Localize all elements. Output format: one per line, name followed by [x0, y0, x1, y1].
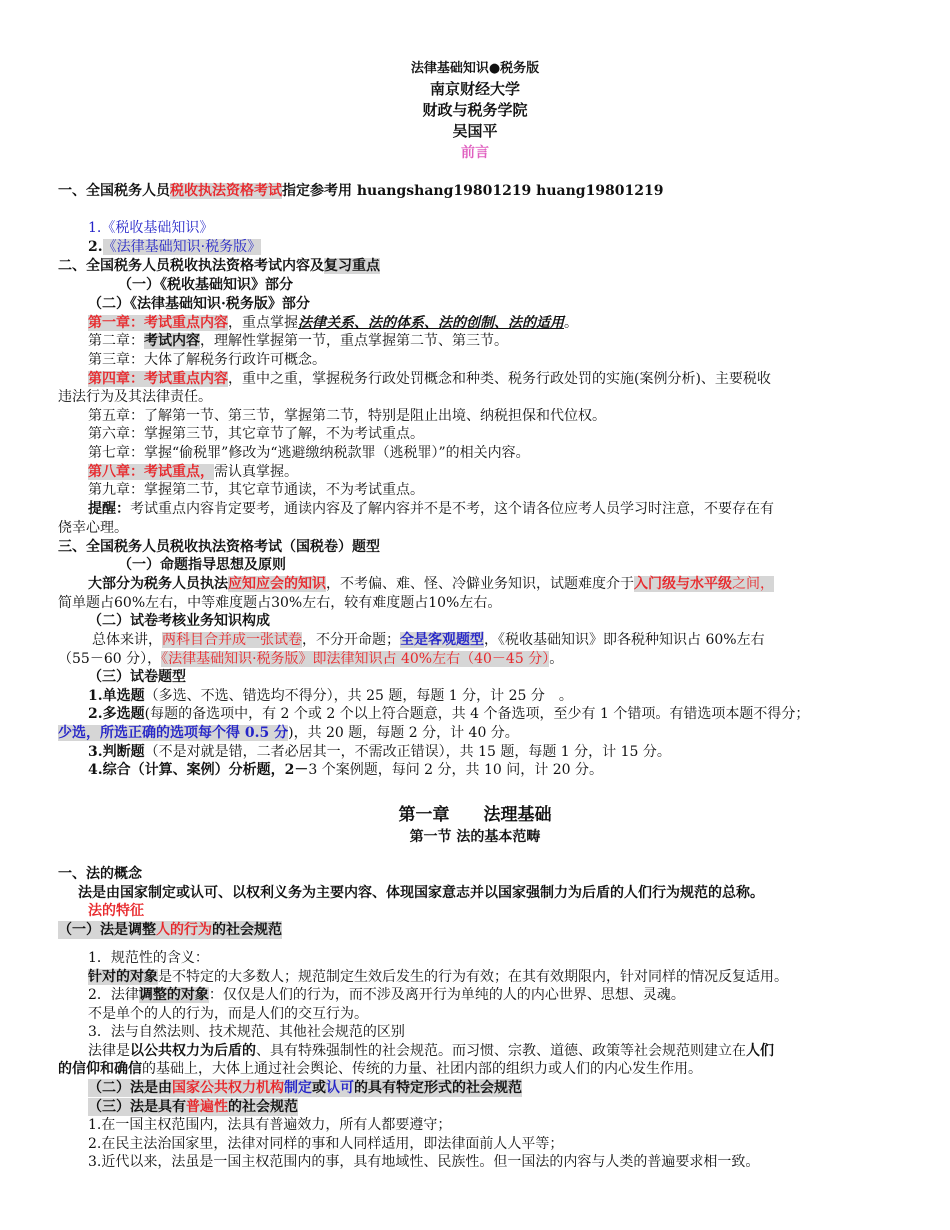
concept-heading: 一、法的概念 [58, 866, 142, 882]
feature-1-heading: （一）法是调整人的行为的社会规范 [58, 922, 282, 938]
feature-2-heading: （二）法是由国家公共权力机构制定或认可的具有特定形式的社会规范 [88, 1080, 522, 1096]
universality-2: 2.在民主法治国家里，法律对同样的事和人同样适用，即法律面前人人平等； [88, 1136, 564, 1152]
chapter-title: 第一章 法理基础 [398, 805, 552, 825]
chapter-7-note: 第七章：掌握“偷税罪”修改为“逃避缴纳税款罪（逃税罪）”的相关内容。 [88, 445, 530, 461]
chapter-4-note-cont: 违法行为及其法律责任。 [58, 389, 212, 405]
college-name: 财政与税务学院 [422, 101, 528, 119]
chapter-6-note: 第六章：掌握第三节，其它章节了解，不为考试重点。 [88, 426, 424, 442]
section-2-heading: 二、全国税务人员税收执法资格考试内容及复习重点 [58, 258, 380, 274]
chapter-3-note: 第三章：大体了解税务行政许可概念。 [88, 352, 326, 368]
section-3-sub1: （一）命题指导思想及原则 [118, 557, 286, 573]
question-type-4: 4.综合（计算、案例）分析题，2－3 个案例题，每问 2 分，共 10 问，计 20 分。 [88, 762, 603, 778]
note-3a: 法律是以公共权力为后盾的、具有特殊强制性的社会规范。而习惯、宗教、道德、政策等社会规范则建立在人们 [88, 1043, 774, 1059]
question-type-3: 3.判断题（不是对就是错，二者必居其一，不需改正错误），共 15 题，每题 1 分，计 15 分。 [88, 744, 671, 760]
question-type-2-cont: 少选，所选正确的选项每个得 0.5 分)，共 20 题，每题 2 分，计 40 分。 [58, 725, 519, 741]
book-2: 2.《法律基础知识·税务版》 [88, 239, 262, 255]
section-title: 第一节 法的基本范畴 [409, 829, 541, 845]
universality-3: 3.近代以来，法虽是一国主权范围内的事，具有地域性、民族性。但一国法的内容与人类的普遍要求相一致。 [88, 1154, 760, 1170]
section-3-sub2: （二）试卷考核业务知识构成 [88, 613, 270, 629]
chapter-8-note: 第八章：考试重点，需认真掌握。 [88, 464, 298, 480]
section-2-sub2: （二）《法律基础知识·税务版》部分 [88, 296, 310, 312]
note-2-cont: 不是单个的人的行为，而是人们的交互行为。 [88, 1006, 368, 1022]
principle-para-cont: 简单题占60%左右，中等难度题占30%左右，较有难度题占10%左右。 [58, 595, 502, 611]
chapter-4-note: 第四章：考试重点内容，重中之重，掌握税务行政处罚概念和种类、税务行政处罚的实施(案例分析)、主要税收 [88, 371, 771, 387]
chapter-2-note: 第二章：考试内容，理解性掌握第一节，重点掌握第二节、第三节。 [88, 333, 508, 349]
composition-para: 总体来讲，两科目合并成一张试卷，不分开命题；全是客观题型，《税收基础知识》即各税种知识占 60%左右 [92, 632, 765, 648]
chapter-9-note: 第九章：掌握第二节，其它章节通读，不为考试重点。 [88, 482, 424, 498]
feature-3-heading: （三）法是具有普遍性的社会规范 [88, 1099, 298, 1115]
note-3: 3．法与自然法则、技术规范、其他社会规范的区别 [88, 1024, 405, 1040]
feature-heading: 法的特征 [88, 903, 144, 919]
note-3a-cont: 的信仰和确信的基础上，大体上通过社会舆论、传统的力量、社团内部的组织力或人们的内心发生作用。 [58, 1061, 702, 1077]
section-1-heading: 一、全国税务人员税收执法资格考试指定参考用 huangshang19801219 huang19801219 [58, 183, 664, 199]
section-3-heading: 三、全国税务人员税收执法资格考试（国税卷）题型 [58, 539, 380, 555]
note-1: 1．规范性的含义： [88, 950, 209, 966]
question-type-2: 2.多选题(每题的备选项中，有 2 个或 2 个以上符合题意，共 4 个备选项，至少有 1 个错项。有错选项本题不得分； [88, 706, 810, 722]
reminder: 提醒：考试重点内容肯定要考，通读内容及了解内容并不是不考，这个请各位应考人员学习时注意，不要存在有 [88, 501, 774, 517]
reminder-cont: 侥幸心理。 [58, 520, 128, 536]
book-1: 1.《税收基础知识》 [88, 220, 214, 236]
section-2-sub1: （一）《税收基础知识》部分 [118, 277, 293, 293]
universality-1: 1.在一国主权范围内，法具有普遍效力，所有人都要遵守； [88, 1117, 452, 1133]
chapter-1-note: 第一章：考试重点内容，重点掌握法律关系、法的体系、法的创制、法的适用。 [88, 315, 578, 331]
university-name: 南京财经大学 [429, 80, 520, 98]
note-1a: 针对的对象是不特定的大多数人；规范制定生效后发生的行为有效；在其有效期限内，针对同样的情况反复适用。 [88, 969, 788, 985]
note-2: 2．法律调整的对象：仅仅是人们的行为，而不涉及离开行为单纯的人的内心世界、思想、灵魂。 [88, 987, 685, 1003]
section-3-sub3: （三）试卷题型 [88, 669, 186, 685]
doc-subtitle: 法律基础知识●税务版 [410, 61, 540, 76]
preface-heading: 前言 [461, 145, 489, 161]
principle-para: 大部分为税务人员执法应知应会的知识，不考偏、难、怪、冷僻业务知识，试题难度介于入门级与水平级之间， [88, 576, 774, 592]
chapter-5-note: 第五章：了解第一节、第三节，掌握第二节，特别是阻止出境、纳税担保和代位权。 [88, 408, 606, 424]
composition-para-cont: （55－60 分），《法律基础知识·税务版》即法律知识占 40%左右（40－45 分）。 [58, 651, 564, 667]
law-definition: 法是由国家制定或认可、以权利义务为主要内容、体现国家意志并以国家强制力为后盾的人们行为规范的总称。 [78, 885, 764, 901]
author-name: 吴国平 [452, 122, 498, 140]
question-type-1: 1.单选题（多选、不选、错选均不得分），共 25 题，每题 1 分，计 25 分 。 [88, 688, 573, 704]
